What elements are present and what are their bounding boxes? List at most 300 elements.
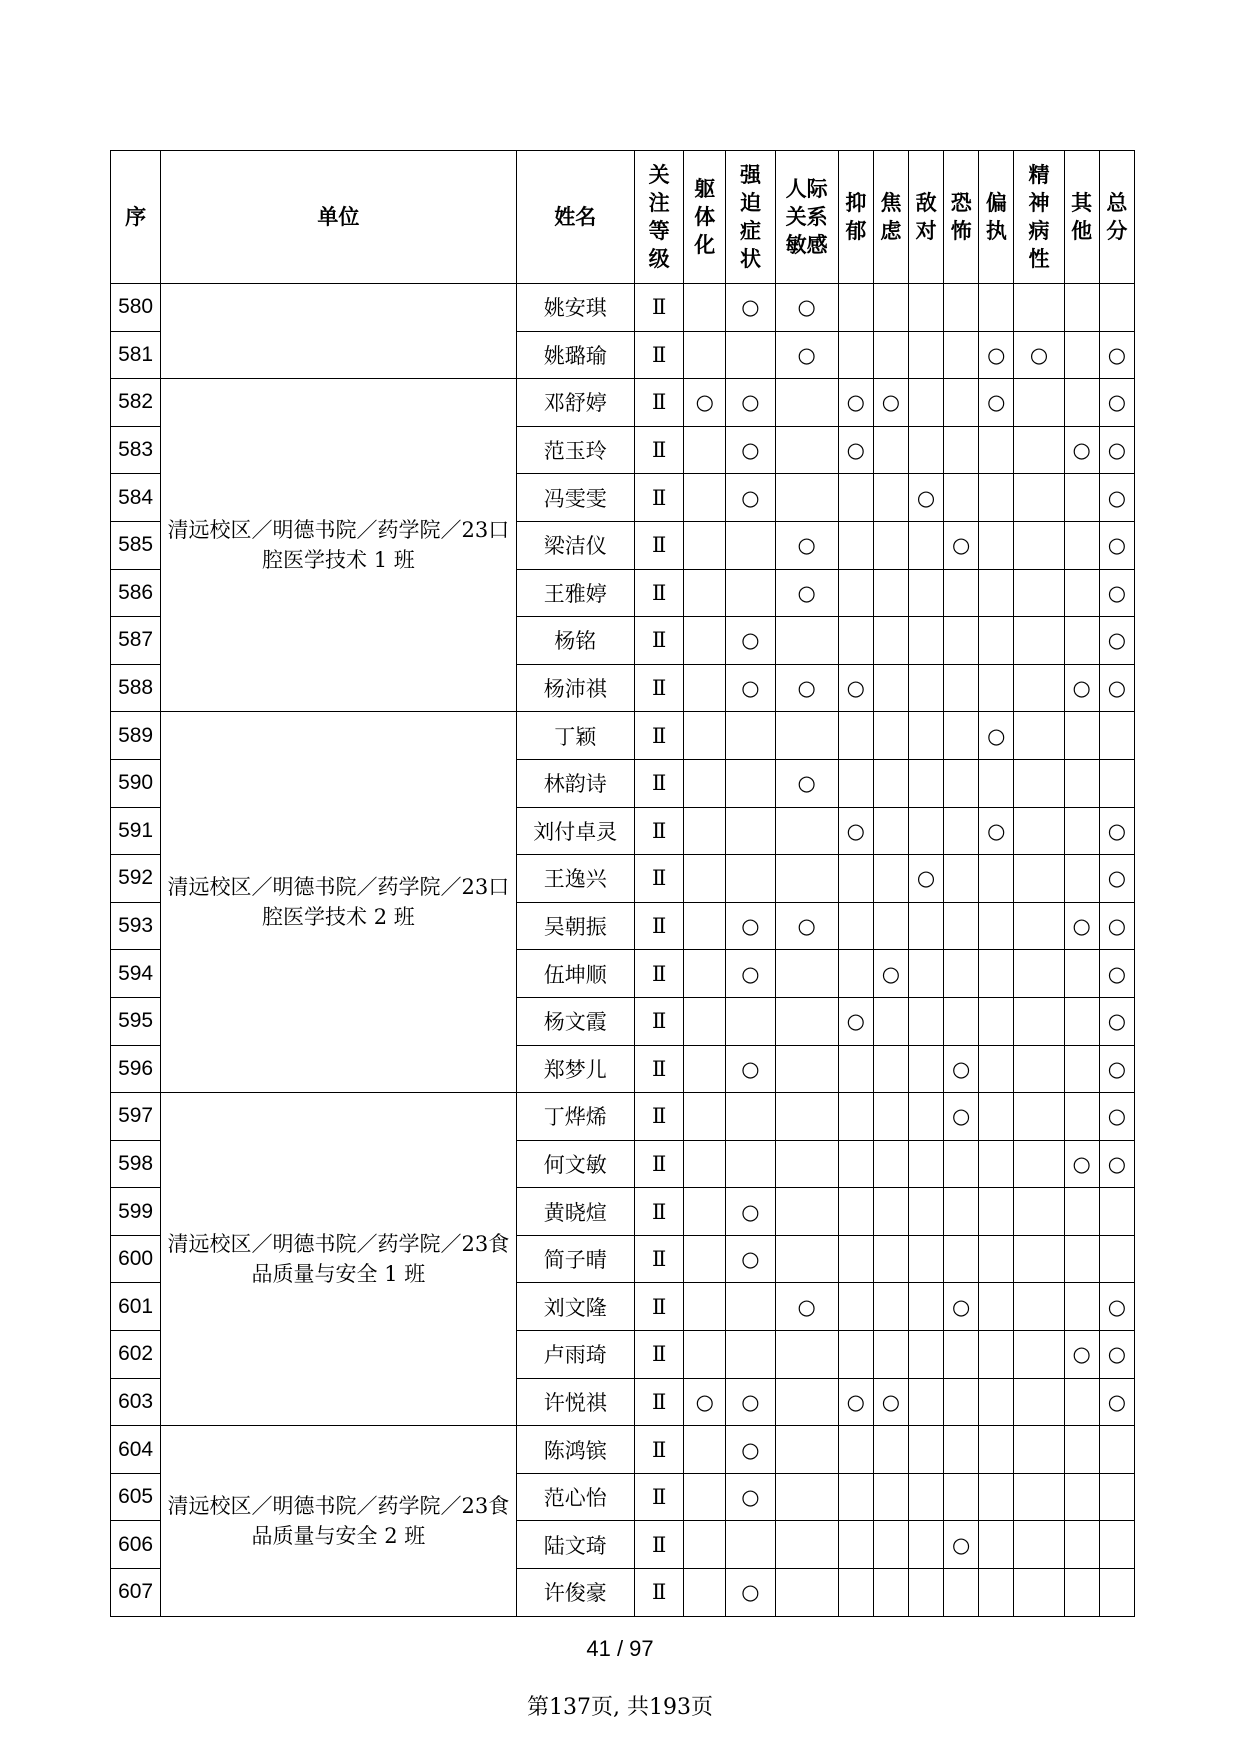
paranoid-mark-cell [979,855,1014,903]
depression-mark-cell [838,1426,873,1474]
other-mark-cell [1064,569,1099,617]
page-of-total: 第137页, 共193页 [527,1695,713,1720]
total-mark-cell [1099,569,1134,617]
seq-cell: 607 [111,1569,161,1617]
phobic-mark-cell [944,1045,979,1093]
phobic-mark-cell [944,1283,979,1331]
psychoticism-mark-cell [1014,1473,1064,1521]
anxiety-mark-cell [873,284,908,332]
somatization-mark-cell [684,521,726,569]
seq-cell: 600 [111,1235,161,1283]
somatization-mark-cell [684,807,726,855]
page-indicator: 41 / 97 [586,1636,654,1661]
circle-mark-icon: ○ [952,1532,971,1557]
obsessive-mark-cell [726,521,775,569]
interpersonal-mark-cell [775,1283,838,1331]
obsessive-mark-cell [726,426,775,474]
concern-level-cell: Ⅱ [635,569,684,617]
concern-level-cell: Ⅱ [635,474,684,522]
circle-mark-icon: ○ [1107,866,1127,891]
obsessive-mark-cell [726,1569,775,1617]
seq-cell: 587 [111,617,161,665]
seq-cell: 599 [111,1188,161,1236]
total-mark-cell [1099,1140,1134,1188]
total-mark-cell [1099,902,1134,950]
circle-mark-icon: ○ [987,723,1006,748]
hostility-mark-cell [909,331,944,379]
obsessive-mark-cell [726,1283,775,1331]
psychoticism-mark-cell [1014,474,1064,522]
student-name-cell: 杨沛祺 [516,664,634,712]
phobic-mark-cell [944,664,979,712]
phobic-mark-cell [944,807,979,855]
psychoticism-mark-cell [1014,1378,1064,1426]
somatization-mark-cell [684,1473,726,1521]
circle-mark-icon: ○ [741,1485,760,1510]
header-total [1099,151,1134,284]
phobic-mark-cell [944,1521,979,1569]
depression-mark-cell [838,807,873,855]
total-mark-cell [1099,379,1134,427]
paranoid-mark-cell [979,1521,1014,1569]
table-body [111,284,1135,1617]
student-name-cell: 丁烨烯 [516,1093,634,1141]
circle-mark-icon: ○ [846,1389,865,1414]
phobic-mark-cell [944,1235,979,1283]
psychoticism-mark-cell [1014,759,1064,807]
other-mark-cell [1064,1093,1099,1141]
circle-mark-icon: ○ [741,390,760,415]
circle-mark-icon: ○ [1107,628,1127,653]
other-mark-cell [1064,997,1099,1045]
phobic-mark-cell [944,379,979,427]
depression-mark-cell [838,1569,873,1617]
concern-level-cell: Ⅱ [635,807,684,855]
interpersonal-mark-cell [775,1331,838,1379]
psychoticism-mark-cell [1014,1235,1064,1283]
anxiety-mark-cell [873,569,908,617]
concern-level-cell: Ⅱ [635,1093,684,1141]
phobic-mark-cell [944,759,979,807]
interpersonal-mark-cell [775,426,838,474]
hostility-mark-cell [909,1378,944,1426]
somatization-mark-cell [684,950,726,998]
other-mark-cell [1064,617,1099,665]
interpersonal-mark-cell [775,474,838,522]
depression-mark-cell [838,284,873,332]
student-name-cell: 范心怡 [516,1473,634,1521]
circle-mark-icon: ○ [1072,914,1091,939]
seq-cell: 602 [111,1331,161,1379]
student-name-cell: 林韵诗 [516,759,634,807]
somatization-mark-cell [684,759,726,807]
somatization-mark-cell [684,1188,726,1236]
table-row [111,1426,1135,1474]
somatization-mark-cell [684,331,726,379]
concern-level-cell: Ⅱ [635,331,684,379]
anxiety-mark-cell [873,950,908,998]
total-mark-cell [1099,1378,1134,1426]
total-mark-cell [1099,1045,1134,1093]
paranoid-mark-cell [979,284,1014,332]
psychoticism-mark-cell [1014,569,1064,617]
student-name-cell: 简子晴 [516,1235,634,1283]
concern-level-cell: Ⅱ [635,426,684,474]
depression-mark-cell [838,617,873,665]
depression-mark-cell [838,1093,873,1141]
student-name-cell: 邓舒婷 [516,379,634,427]
seq-cell: 596 [111,1045,161,1093]
concern-level-cell: Ⅱ [635,521,684,569]
somatization-mark-cell [684,712,726,760]
other-mark-cell [1064,1569,1099,1617]
student-name-cell: 梁洁仪 [516,521,634,569]
anxiety-mark-cell [873,1521,908,1569]
interpersonal-mark-cell [775,902,838,950]
header-seq [111,151,161,284]
header-phobic-label: 恐 怖 [950,191,972,243]
obsessive-mark-cell [726,950,775,998]
paranoid-mark-cell [979,1283,1014,1331]
total-mark-cell [1099,1521,1134,1569]
total-mark-cell [1099,284,1134,332]
paranoid-mark-cell [979,1235,1014,1283]
hostility-mark-cell [909,474,944,522]
circle-mark-icon: ○ [987,818,1006,843]
circle-mark-icon: ○ [1072,438,1091,463]
psychoticism-mark-cell [1014,1093,1064,1141]
total-mark-cell [1099,759,1134,807]
student-name-cell: 丁颖 [516,712,634,760]
interpersonal-mark-cell [775,855,838,903]
circle-mark-icon: ○ [741,1199,760,1224]
obsessive-mark-cell [726,664,775,712]
paranoid-mark-cell [979,379,1014,427]
hostility-mark-cell [909,997,944,1045]
circle-mark-icon: ○ [1072,1151,1091,1176]
anxiety-mark-cell [873,1093,908,1141]
concern-level-cell: Ⅱ [635,1283,684,1331]
circle-mark-icon: ○ [881,390,901,415]
somatization-mark-cell [684,1521,726,1569]
psychoticism-mark-cell [1014,331,1064,379]
circle-mark-icon: ○ [846,676,865,701]
student-name-cell: 许悦祺 [516,1378,634,1426]
interpersonal-mark-cell [775,759,838,807]
circle-mark-icon: ○ [881,961,901,986]
circle-mark-icon: ○ [1072,676,1091,701]
paranoid-mark-cell [979,1473,1014,1521]
circle-mark-icon: ○ [881,1389,901,1414]
header-other [1064,151,1099,284]
student-name-cell: 吴朝振 [516,902,634,950]
total-mark-cell [1099,1331,1134,1379]
header-hostility [909,151,944,284]
somatization-mark-cell [684,617,726,665]
circle-mark-icon: ○ [797,533,816,558]
obsessive-mark-cell [726,902,775,950]
total-mark-cell [1099,617,1134,665]
circle-mark-icon: ○ [1107,1151,1127,1176]
anxiety-mark-cell [873,807,908,855]
concern-level-cell: Ⅱ [635,1140,684,1188]
circle-mark-icon: ○ [1107,485,1127,510]
depression-mark-cell [838,1521,873,1569]
interpersonal-mark-cell [775,807,838,855]
other-mark-cell [1064,1426,1099,1474]
paranoid-mark-cell [979,1093,1014,1141]
header-total-label: 总 分 [1106,191,1128,243]
paranoid-mark-cell [979,331,1014,379]
paranoid-mark-cell [979,1426,1014,1474]
somatization-mark-cell [684,426,726,474]
other-mark-cell [1064,331,1099,379]
somatization-mark-cell [684,664,726,712]
circle-mark-icon: ○ [846,818,865,843]
anxiety-mark-cell [873,1188,908,1236]
seq-cell: 590 [111,759,161,807]
other-mark-cell [1064,712,1099,760]
circle-mark-icon: ○ [1107,342,1127,367]
hostility-mark-cell [909,950,944,998]
hostility-mark-cell [909,617,944,665]
circle-mark-icon: ○ [695,1389,714,1414]
seq-cell: 593 [111,902,161,950]
concern-level-cell: Ⅱ [635,1521,684,1569]
header-anxiety [873,151,908,284]
depression-mark-cell [838,1045,873,1093]
anxiety-mark-cell [873,712,908,760]
hostility-mark-cell [909,1045,944,1093]
header-name [516,151,634,284]
seq-cell: 595 [111,997,161,1045]
student-name-cell: 黄晓煊 [516,1188,634,1236]
paranoid-mark-cell [979,521,1014,569]
psychoticism-mark-cell [1014,712,1064,760]
anxiety-mark-cell [873,1331,908,1379]
anxiety-mark-cell [873,902,908,950]
psychoticism-mark-cell [1014,1045,1064,1093]
paranoid-mark-cell [979,617,1014,665]
somatization-mark-cell [684,1093,726,1141]
interpersonal-mark-cell [775,1045,838,1093]
paranoid-mark-cell [979,1331,1014,1379]
total-mark-cell [1099,426,1134,474]
other-mark-cell [1064,855,1099,903]
obsessive-mark-cell [726,1426,775,1474]
circle-mark-icon: ○ [797,295,816,320]
depression-mark-cell [838,1235,873,1283]
somatization-mark-cell [684,1283,726,1331]
concern-level-cell: Ⅱ [635,617,684,665]
obsessive-mark-cell [726,1473,775,1521]
circle-mark-icon: ○ [952,1056,971,1081]
other-mark-cell [1064,379,1099,427]
depression-mark-cell [838,1283,873,1331]
phobic-mark-cell [944,1378,979,1426]
interpersonal-mark-cell [775,664,838,712]
total-mark-cell [1099,331,1134,379]
paranoid-mark-cell [979,1045,1014,1093]
hostility-mark-cell [909,902,944,950]
obsessive-mark-cell [726,1235,775,1283]
seq-cell: 605 [111,1473,161,1521]
total-mark-cell [1099,1473,1134,1521]
circle-mark-icon: ○ [797,771,816,796]
student-name-cell: 伍坤顺 [516,950,634,998]
interpersonal-mark-cell [775,1235,838,1283]
depression-mark-cell [838,331,873,379]
psychoticism-mark-cell [1014,1188,1064,1236]
circle-mark-icon: ○ [846,1009,865,1034]
anxiety-mark-cell [873,474,908,522]
student-name-cell: 姚安琪 [516,284,634,332]
total-mark-cell [1099,474,1134,522]
table-row [111,1093,1135,1141]
unit-cell: 清远校区／明德书院／药学院／23口腔医学技术 2 班 [161,712,516,1093]
hostility-mark-cell [909,1521,944,1569]
anxiety-mark-cell [873,1378,908,1426]
psychoticism-mark-cell [1014,379,1064,427]
circle-mark-icon: ○ [741,438,760,463]
seq-cell: 601 [111,1283,161,1331]
unit-cell: 清远校区／明德书院／药学院／23食品质量与安全 2 班 [161,1426,516,1616]
depression-mark-cell [838,1331,873,1379]
circle-mark-icon: ○ [695,390,714,415]
somatization-mark-cell [684,1235,726,1283]
phobic-mark-cell [944,1569,979,1617]
concern-level-cell: Ⅱ [635,1569,684,1617]
obsessive-mark-cell [726,712,775,760]
paranoid-mark-cell [979,807,1014,855]
header-unit [161,151,516,284]
header-paranoid [979,151,1014,284]
hostility-mark-cell [909,1235,944,1283]
total-mark-cell [1099,997,1134,1045]
concern-level-cell: Ⅱ [635,284,684,332]
other-mark-cell [1064,902,1099,950]
student-name-cell: 冯雯雯 [516,474,634,522]
circle-mark-icon: ○ [916,866,936,891]
student-name-cell: 刘付卓灵 [516,807,634,855]
student-name-cell: 刘文隆 [516,1283,634,1331]
circle-mark-icon: ○ [952,1104,971,1129]
phobic-mark-cell [944,474,979,522]
seq-cell: 594 [111,950,161,998]
hostility-mark-cell [909,855,944,903]
student-name-cell: 陆文琦 [516,1521,634,1569]
interpersonal-mark-cell [775,1188,838,1236]
circle-mark-icon: ○ [741,485,760,510]
psychoticism-mark-cell [1014,950,1064,998]
depression-mark-cell [838,1473,873,1521]
psychoticism-mark-cell [1014,1569,1064,1617]
unit-cell [161,284,516,379]
psychoticism-mark-cell [1014,521,1064,569]
student-name-cell: 卢雨琦 [516,1331,634,1379]
seq-cell: 589 [111,712,161,760]
paranoid-mark-cell [979,474,1014,522]
phobic-mark-cell [944,902,979,950]
somatization-mark-cell [684,284,726,332]
anxiety-mark-cell [873,1569,908,1617]
student-name-cell: 郑梦儿 [516,1045,634,1093]
psychoticism-mark-cell [1014,807,1064,855]
table-row [111,712,1135,760]
header-somatization-label: 躯 体 化 [694,177,716,257]
student-name-cell: 陈鸿镔 [516,1426,634,1474]
total-mark-cell [1099,1569,1134,1617]
anxiety-mark-cell [873,1235,908,1283]
phobic-mark-cell [944,855,979,903]
seq-cell: 585 [111,521,161,569]
seq-cell: 580 [111,284,161,332]
interpersonal-mark-cell [775,1093,838,1141]
obsessive-mark-cell [726,1093,775,1141]
seq-cell: 586 [111,569,161,617]
obsessive-mark-cell [726,759,775,807]
seq-cell: 588 [111,664,161,712]
circle-mark-icon: ○ [846,438,865,463]
hostility-mark-cell [909,1140,944,1188]
depression-mark-cell [838,1140,873,1188]
psychoticism-mark-cell [1014,1426,1064,1474]
concern-level-cell: Ⅱ [635,379,684,427]
depression-mark-cell [838,997,873,1045]
interpersonal-mark-cell [775,712,838,760]
depression-mark-cell [838,1188,873,1236]
circle-mark-icon: ○ [797,580,816,605]
seq-cell: 582 [111,379,161,427]
header-name-label: 姓名 [554,205,597,229]
seq-cell: 583 [111,426,161,474]
other-mark-cell [1064,1378,1099,1426]
circle-mark-icon: ○ [1107,390,1127,415]
other-mark-cell [1064,521,1099,569]
total-mark-cell [1099,1235,1134,1283]
circle-mark-icon: ○ [741,914,760,939]
total-mark-cell [1099,950,1134,998]
other-mark-cell [1064,1235,1099,1283]
circle-mark-icon: ○ [797,914,816,939]
paranoid-mark-cell [979,759,1014,807]
hostility-mark-cell [909,664,944,712]
other-mark-cell [1064,1045,1099,1093]
depression-mark-cell [838,521,873,569]
total-mark-cell [1099,807,1134,855]
circle-mark-icon: ○ [1107,914,1127,939]
seq-cell: 592 [111,855,161,903]
unit-cell: 清远校区／明德书院／药学院／23食品质量与安全 1 班 [161,1093,516,1426]
phobic-mark-cell [944,1331,979,1379]
circle-mark-icon: ○ [916,485,936,510]
paranoid-mark-cell [979,1378,1014,1426]
concern-level-cell: Ⅱ [635,1426,684,1474]
circle-mark-icon: ○ [987,390,1006,415]
other-mark-cell [1064,1331,1099,1379]
obsessive-mark-cell [726,997,775,1045]
somatization-mark-cell [684,902,726,950]
seq-cell: 581 [111,331,161,379]
interpersonal-mark-cell [775,379,838,427]
psychoticism-mark-cell [1014,1521,1064,1569]
concern-level-cell: Ⅱ [635,1045,684,1093]
circle-mark-icon: ○ [797,342,816,367]
psychoticism-mark-cell [1014,1140,1064,1188]
total-mark-cell [1099,1093,1134,1141]
circle-mark-icon: ○ [846,390,865,415]
obsessive-mark-cell [726,1045,775,1093]
